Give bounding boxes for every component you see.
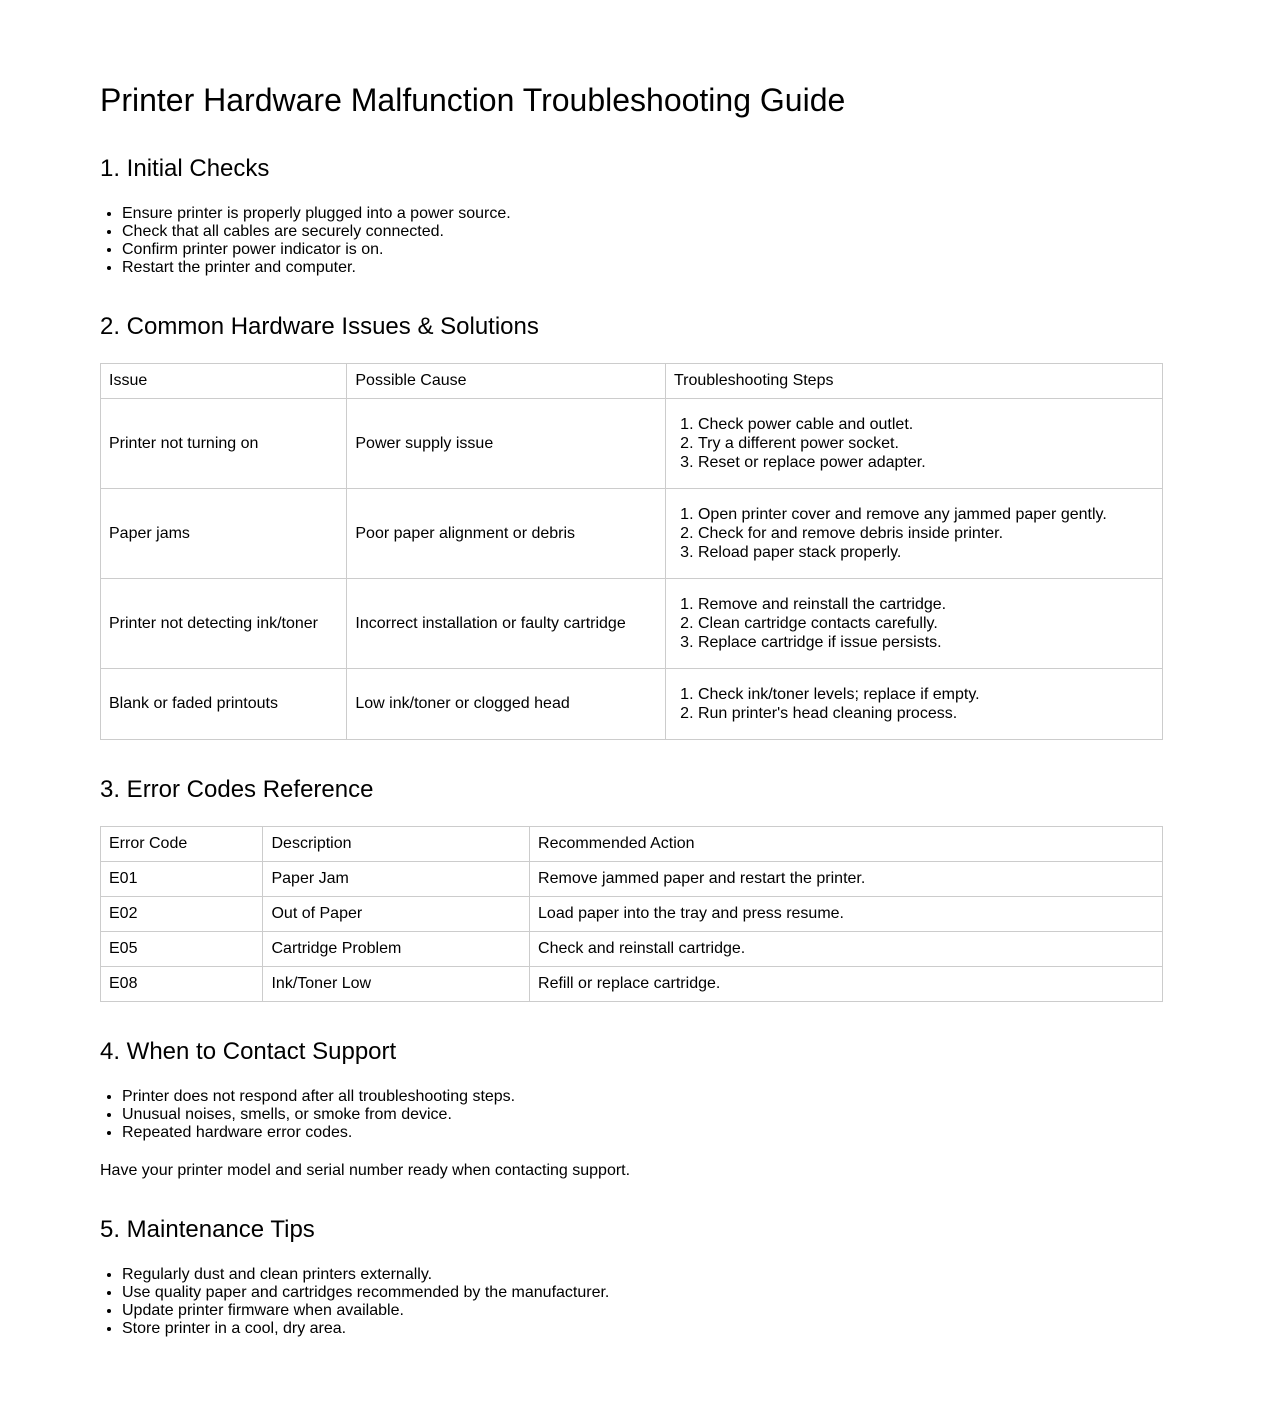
table-row: [101, 862, 1163, 897]
cause-cell: Low ink/toner or clogged head: [347, 669, 666, 740]
section-heading-error-codes: 3. Error Codes Reference: [100, 776, 374, 803]
section-maintenance-tips: [100, 1216, 1163, 1338]
section-initial-checks: [100, 155, 1163, 277]
section-heading-hardware-issues: 2. Common Hardware Issues & Solutions: [100, 313, 539, 340]
contact-support-list: [100, 1088, 1163, 1142]
description-cell: Paper Jam: [263, 862, 530, 897]
step-item: 3. Replace cartridge if issue persists.: [698, 633, 1154, 652]
steps-list: [674, 595, 1154, 652]
cause-cell: Poor paper alignment or debris: [347, 489, 666, 579]
table-header-row: [101, 364, 1163, 399]
table-row: [101, 967, 1163, 1002]
error-code-cell: E05: [101, 932, 263, 967]
action-cell: Check and reinstall cartridge.: [530, 932, 1163, 967]
steps-cell: [665, 669, 1162, 740]
contact-support-note: Have your printer model and serial number ready when contacting support.: [100, 1162, 631, 1179]
step-item: 1. Open printer cover and remove any jammed paper gently.: [698, 505, 1154, 524]
section-error-codes: [100, 776, 1163, 1002]
step-item: 1. Check power cable and outlet.: [698, 415, 1154, 434]
page-title: Printer Hardware Malfunction Troubleshooting Guide: [100, 82, 846, 118]
list-item: • Printer does not respond after all troubleshooting steps.: [122, 1088, 1163, 1106]
list-item: • Ensure printer is properly plugged into a power source.: [122, 205, 1163, 223]
steps-cell: [665, 579, 1162, 669]
step-item: 2. Clean cartridge contacts carefully.: [698, 614, 1154, 633]
description-cell: Ink/Toner Low: [263, 967, 530, 1002]
list-item: • Repeated hardware error codes.: [122, 1124, 1163, 1142]
steps-list: [674, 505, 1154, 562]
step-item: 2. Try a different power socket.: [698, 434, 1154, 453]
error-code-cell: E02: [101, 897, 263, 932]
header-cell-cause: Possible Cause: [347, 364, 666, 399]
steps-cell: [665, 489, 1162, 579]
list-item: • Confirm printer power indicator is on.: [122, 241, 1163, 259]
section-heading-contact-support: 4. When to Contact Support: [100, 1038, 397, 1065]
maintenance-tips-list: [100, 1266, 1163, 1338]
list-item: • Regularly dust and clean printers externally.: [122, 1266, 1163, 1284]
step-item: 1. Remove and reinstall the cartridge.: [698, 595, 1154, 614]
issue-cell: Paper jams: [101, 489, 347, 579]
step-item: 2. Run printer's head cleaning process.: [698, 704, 1154, 723]
step-item: 3. Reload paper stack properly.: [698, 543, 1154, 562]
issue-cell: Blank or faded printouts: [101, 669, 347, 740]
table-row: [101, 579, 1163, 669]
action-cell: Refill or replace cartridge.: [530, 967, 1163, 1002]
error-code-cell: E08: [101, 967, 263, 1002]
table-row: [101, 897, 1163, 932]
section-hardware-issues: [100, 313, 1163, 740]
action-cell: Load paper into the tray and press resume.: [530, 897, 1163, 932]
table-header-row: [101, 827, 1163, 862]
step-item: 1. Check ink/toner levels; replace if empty.: [698, 685, 1154, 704]
error-codes-table: [100, 826, 1163, 1002]
steps-cell: [665, 399, 1162, 489]
issue-cell: Printer not turning on: [101, 399, 347, 489]
cause-cell: Power supply issue: [347, 399, 666, 489]
initial-checks-list: [100, 205, 1163, 277]
table-row: [101, 932, 1163, 967]
section-contact-support: [100, 1038, 1163, 1180]
section-heading-initial-checks: 1. Initial Checks: [100, 155, 270, 182]
list-item: • Check that all cables are securely connected.: [122, 223, 1163, 241]
list-item: • Restart the printer and computer.: [122, 259, 1163, 277]
header-cell-issue: Issue: [101, 364, 347, 399]
section-heading-maintenance-tips: 5. Maintenance Tips: [100, 1216, 315, 1243]
list-item: • Unusual noises, smells, or smoke from device.: [122, 1106, 1163, 1124]
table-row: [101, 489, 1163, 579]
header-cell-error-code: Error Code: [101, 827, 263, 862]
list-item: • Update printer firmware when available.: [122, 1302, 1163, 1320]
table-row: [101, 399, 1163, 489]
list-item: • Store printer in a cool, dry area.: [122, 1320, 1163, 1338]
table-row: [101, 669, 1163, 740]
header-cell-action: Recommended Action: [530, 827, 1163, 862]
step-item: 2. Check for and remove debris inside printer.: [698, 524, 1154, 543]
list-item: • Use quality paper and cartridges recommended by the manufacturer.: [122, 1284, 1163, 1302]
step-item: 3. Reset or replace power adapter.: [698, 453, 1154, 472]
cause-cell: Incorrect installation or faulty cartridge: [347, 579, 666, 669]
issue-cell: Printer not detecting ink/toner: [101, 579, 347, 669]
hardware-issues-table: [100, 363, 1163, 740]
header-cell-description: Description: [263, 827, 530, 862]
steps-list: [674, 415, 1154, 472]
description-cell: Cartridge Problem: [263, 932, 530, 967]
error-code-cell: E01: [101, 862, 263, 897]
header-cell-steps: Troubleshooting Steps: [665, 364, 1162, 399]
description-cell: Out of Paper: [263, 897, 530, 932]
action-cell: Remove jammed paper and restart the printer.: [530, 862, 1163, 897]
steps-list: [674, 685, 1154, 723]
